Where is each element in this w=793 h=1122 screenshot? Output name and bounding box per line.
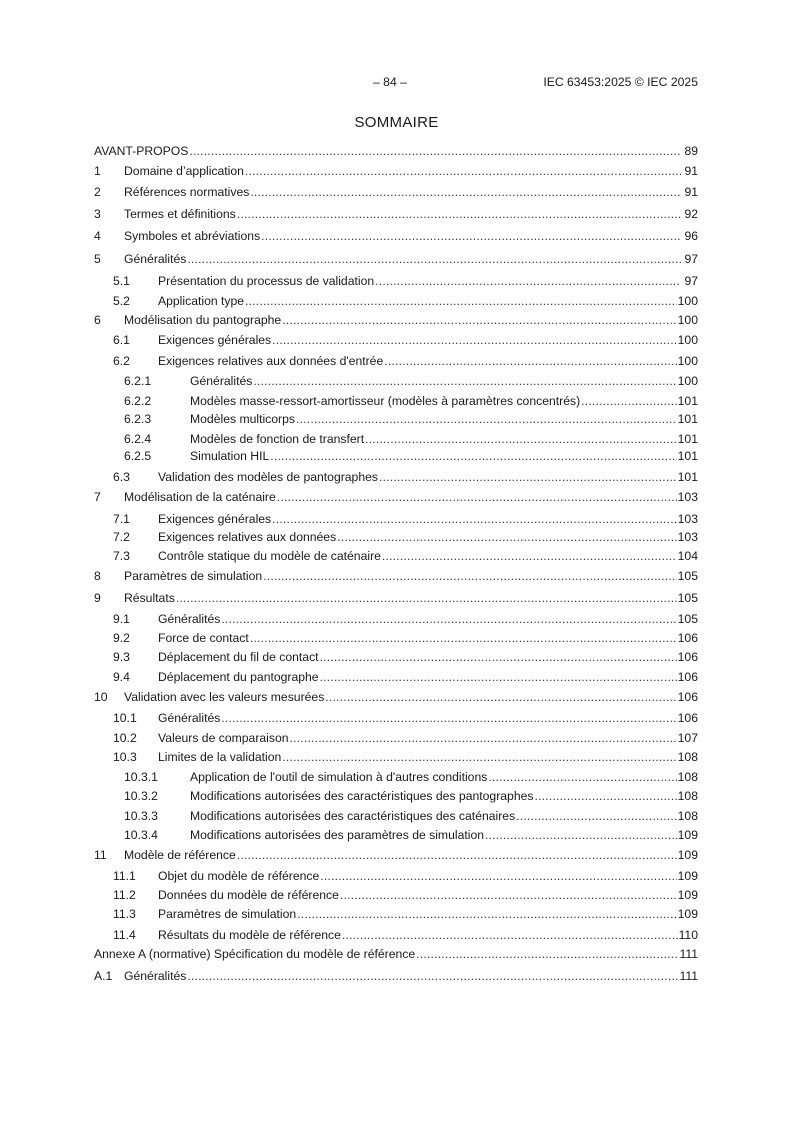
toc-entry-page: 106: [677, 711, 698, 725]
toc-entry-number: 7: [94, 490, 101, 504]
dot-leader: [277, 490, 677, 504]
toc-entry-number: 11.3: [113, 907, 136, 921]
toc-entry-title: Résultats du modèle de référence: [158, 928, 341, 942]
dot-leader: [296, 412, 677, 426]
toc-entry-number: 10.2: [113, 731, 137, 745]
toc-entry-page: 105: [677, 591, 698, 605]
toc-entry-page: 104: [677, 549, 698, 563]
toc-entry-title: Validation avec les valeurs mesurées: [124, 690, 325, 704]
toc-entry[interactable]: [94, 412, 698, 431]
toc-entry[interactable]: [94, 670, 698, 689]
dot-leader: [245, 164, 681, 178]
toc-entry[interactable]: [94, 449, 698, 468]
dot-leader: [320, 650, 677, 664]
toc-entry[interactable]: [94, 394, 698, 413]
toc-entry-number: 11.2: [113, 888, 136, 902]
toc-entry[interactable]: [94, 549, 698, 568]
toc-entry[interactable]: [94, 789, 698, 808]
toc-entry-page: 108: [677, 789, 698, 803]
toc-entry[interactable]: [94, 947, 698, 966]
dot-leader: [237, 848, 677, 862]
toc-entry-title: Domaine d’application: [124, 164, 244, 178]
dot-leader: [221, 711, 676, 725]
toc-entry-page: 101: [677, 470, 698, 484]
toc-entry[interactable]: [94, 274, 698, 293]
toc-entry-title: Généralités: [158, 612, 221, 626]
toc-entry-title: Modèle de référence: [124, 848, 236, 862]
toc-entry[interactable]: [94, 907, 698, 926]
toc-entry-number: 8: [94, 569, 101, 583]
toc-entry-number: 6.2.4: [124, 432, 152, 446]
toc-entry[interactable]: [94, 374, 698, 393]
toc-entry-number: 9.1: [113, 612, 130, 626]
toc-entry[interactable]: [94, 207, 698, 226]
toc-entry-title: Application de l'outil de simulation à d'autres conditions: [190, 770, 488, 784]
dot-leader: [342, 928, 678, 942]
toc-entry-title: Modèles masse-ressort-amortisseur (modèles à paramètres concentrés): [190, 394, 581, 408]
toc-entry-title: Simulation HIL: [190, 449, 270, 463]
toc-entry-number: 6.2.3: [124, 412, 152, 426]
toc-entry[interactable]: [94, 612, 698, 631]
toc-entry-number: 11: [94, 848, 107, 862]
dot-leader: [297, 907, 676, 921]
dot-leader: [176, 591, 677, 605]
toc-entry-number: 4: [94, 229, 101, 243]
toc-entry-page: 97: [684, 274, 698, 288]
toc-entry[interactable]: [94, 569, 698, 588]
dot-leader: [187, 252, 681, 266]
toc-entry-title: Force de contact: [158, 631, 249, 645]
dot-leader: [325, 690, 676, 704]
toc-entry-number: 7.3: [113, 549, 130, 563]
toc-entry-title: Paramètres de simulation: [158, 907, 297, 921]
toc-entry-title: Généralités: [124, 969, 187, 983]
toc-entry-number: 10.1: [113, 711, 137, 725]
toc-entry[interactable]: [94, 333, 698, 352]
toc-entry-page: 89: [684, 144, 698, 158]
dot-leader: [282, 750, 676, 764]
toc-entry-title: Exigences relatives aux données: [158, 530, 337, 544]
dot-leader: [516, 809, 676, 823]
toc-entry-title: Objet du modèle de référence: [158, 869, 320, 883]
dot-leader: [488, 770, 676, 784]
toc-entry-number: 1: [94, 164, 101, 178]
toc-entry[interactable]: [94, 869, 698, 888]
dot-leader: [250, 631, 677, 645]
toc-entry[interactable]: [94, 591, 698, 610]
toc-entry-page: 100: [677, 313, 698, 327]
toc-entry-page: 101: [677, 432, 698, 446]
toc-entry-page: 106: [677, 670, 698, 684]
toc-entry[interactable]: [94, 490, 698, 509]
toc-entry[interactable]: [94, 731, 698, 750]
toc-entry-page: 108: [677, 750, 698, 764]
toc-entry-number: 6.2.1: [124, 374, 152, 388]
toc-entry-number: 5.1: [113, 274, 130, 288]
dot-leader: [485, 828, 677, 842]
toc-entry-page: 105: [677, 612, 698, 626]
toc-entry-title: Limites de la validation: [158, 750, 282, 764]
toc-entry-number: 6.2.5: [124, 449, 152, 463]
toc-entry-title: Exigences relatives aux données d'entrée: [158, 354, 384, 368]
toc-entry[interactable]: [94, 313, 698, 332]
toc-entry-page: 110: [678, 928, 698, 942]
toc-entry-page: 103: [677, 512, 698, 526]
toc-entry[interactable]: [94, 928, 698, 947]
toc-entry-title: Termes et définitions: [124, 207, 236, 221]
toc-entry[interactable]: [94, 470, 698, 489]
toc-entry-page: 109: [677, 848, 698, 862]
toc-entry[interactable]: [94, 144, 698, 163]
page-number: – 84 –: [373, 75, 407, 89]
toc-entry-number: 10.3.4: [124, 828, 158, 842]
toc-entry[interactable]: [94, 229, 698, 248]
toc-entry-number: 5.2: [113, 294, 130, 308]
toc-entry-number: 6.2.2: [124, 394, 152, 408]
dot-leader: [320, 869, 676, 883]
dot-leader: [282, 313, 676, 327]
toc-entry-page: 105: [677, 569, 698, 583]
page-title: SOMMAIRE: [354, 114, 439, 131]
dot-leader: [245, 294, 677, 308]
toc-entry-page: 111: [679, 947, 698, 961]
dot-leader: [337, 530, 676, 544]
toc-entry-page: 103: [677, 490, 698, 504]
toc-entry-title: Présentation du processus de validation: [158, 274, 375, 288]
toc-entry-number: 3: [94, 207, 101, 221]
toc-entry-page: 109: [677, 828, 698, 842]
toc-entry-page: 109: [677, 907, 698, 921]
toc-entry-title: Modèles de fonction de transfert: [190, 432, 365, 446]
dot-leader: [290, 731, 677, 745]
toc-entry-number: 10.3.2: [124, 789, 158, 803]
toc-entry-title: Modifications autorisées des caractéristiques des caténaires: [190, 809, 516, 823]
toc-entry-number: 6.3: [113, 470, 130, 484]
toc-entry-title: Exigences générales: [158, 333, 272, 347]
toc-entry[interactable]: [94, 530, 698, 549]
toc-entry-number: 7.1: [113, 512, 130, 526]
toc-entry-page: 97: [684, 252, 698, 266]
toc-entry[interactable]: [94, 750, 698, 769]
toc-entry-title: Valeurs de comparaison: [158, 731, 289, 745]
toc-entry[interactable]: [94, 770, 698, 789]
toc-entry-number: 2: [94, 185, 101, 199]
toc-entry[interactable]: [94, 969, 698, 988]
dot-leader: [272, 333, 677, 347]
dot-leader: [581, 394, 677, 408]
toc-entry-title: Déplacement du fil de contact: [158, 650, 319, 664]
dot-leader: [272, 512, 677, 526]
toc-entry-number: 9.4: [113, 670, 130, 684]
dot-leader: [384, 354, 676, 368]
toc-entry-page: 101: [677, 394, 698, 408]
toc-entry-title: Contrôle statique du modèle de caténaire: [158, 549, 381, 563]
toc-entry-title: Modifications autorisées des caractéristiques des pantographes: [190, 789, 534, 803]
toc-entry-page: 96: [684, 229, 698, 243]
toc-entry-title: Validation des modèles de pantographes: [158, 470, 378, 484]
document-id: IEC 63453:2025 © IEC 2025: [543, 75, 698, 89]
toc-entry-number: 6: [94, 313, 101, 327]
toc-entry-page: 111: [679, 969, 698, 983]
toc-entry-title: Modélisation du pantographe: [124, 313, 282, 327]
dot-leader: [263, 569, 676, 583]
dot-leader: [379, 470, 677, 484]
toc-entry-title: Modèles multicorps: [190, 412, 295, 426]
toc-entry[interactable]: [94, 809, 698, 828]
toc-entry-number: 10: [94, 690, 108, 704]
dot-leader: [270, 449, 676, 463]
toc-entry-page: 100: [677, 354, 698, 368]
toc-entry-title: Modifications autorisées des paramètres de simulation: [190, 828, 484, 842]
dot-leader: [320, 670, 677, 684]
toc-entry[interactable]: [94, 631, 698, 650]
dot-leader: [382, 549, 677, 563]
toc-entry-number: 7.2: [113, 530, 130, 544]
toc-entry[interactable]: [94, 650, 698, 669]
toc-entry-page: 101: [677, 449, 698, 463]
toc-entry[interactable]: [94, 294, 698, 313]
page-header: [94, 75, 698, 93]
toc-entry-page: 108: [677, 809, 698, 823]
dot-leader: [187, 969, 678, 983]
dot-leader: [250, 185, 681, 199]
toc-entry-page: 101: [677, 412, 698, 426]
toc-entry-title: Généralités: [190, 374, 253, 388]
toc-entry-title: Exigences générales: [158, 512, 272, 526]
toc-entry[interactable]: [94, 185, 698, 204]
toc-entry-number: 10.3: [113, 750, 137, 764]
toc-entry-number: 9.2: [113, 631, 130, 645]
toc-entry-page: 103: [677, 530, 698, 544]
dot-leader: [221, 612, 676, 626]
toc-entry-title: Déplacement du pantographe: [158, 670, 319, 684]
toc-entry-page: 108: [677, 770, 698, 784]
toc-entry-title: Données du modèle de référence: [158, 888, 339, 902]
toc-entry[interactable]: [94, 164, 698, 183]
toc-entry[interactable]: [94, 354, 698, 373]
toc-entry-page: 109: [677, 888, 698, 902]
toc-entry[interactable]: [94, 252, 698, 271]
toc-entry-page: 107: [677, 731, 698, 745]
toc-entry-number: 11.1: [113, 869, 136, 883]
toc-entry-title: Résultats: [124, 591, 175, 605]
toc-entry-title: Généralités: [158, 711, 221, 725]
toc-entry-page: 100: [677, 374, 698, 388]
toc-entry[interactable]: [94, 848, 698, 867]
toc-entry-number: 9.3: [113, 650, 130, 664]
toc-entry-number: 5: [94, 252, 101, 266]
toc-entry[interactable]: [94, 711, 698, 730]
toc-entry-number: 6.2: [113, 354, 130, 368]
toc-entry-title: Annexe A (normative) Spécification du modèle de référence: [94, 947, 416, 961]
dot-leader: [253, 374, 676, 388]
dot-leader: [189, 144, 681, 158]
dot-leader: [416, 947, 678, 961]
toc-entry-number: 6.1: [113, 333, 130, 347]
toc-entry-page: 109: [677, 869, 698, 883]
toc-entry-title: Modélisation de la caténaire: [124, 490, 276, 504]
toc-entry-number: 10.3.3: [124, 809, 158, 823]
dot-leader: [365, 432, 677, 446]
toc-entry-title: Symboles et abréviations: [124, 229, 261, 243]
toc-entry[interactable]: [94, 512, 698, 531]
toc-entry-page: 100: [677, 333, 698, 347]
dot-leader: [261, 229, 681, 243]
toc-entry-page: 106: [677, 690, 698, 704]
toc-entry-page: 106: [677, 650, 698, 664]
toc-entry-title: Application type: [158, 294, 245, 308]
dot-leader: [375, 274, 681, 288]
toc-entry-page: 106: [677, 631, 698, 645]
toc-entry-title: Généralités: [124, 252, 187, 266]
dot-leader: [340, 888, 677, 902]
toc-entry-number: 10.3.1: [124, 770, 158, 784]
toc-entry[interactable]: [94, 888, 698, 907]
toc-entry-title: Paramètres de simulation: [124, 569, 263, 583]
toc-entry-page: 91: [684, 164, 698, 178]
toc-entry-number: 11.4: [113, 928, 136, 942]
toc-entry-title: AVANT-PROPOS: [94, 144, 189, 158]
toc-entry[interactable]: [94, 828, 698, 847]
dot-leader: [237, 207, 681, 221]
toc-entry-page: 92: [684, 207, 698, 221]
toc-entry-number: A.1: [94, 969, 113, 983]
toc-entry-page: 100: [677, 294, 698, 308]
toc-entry-page: 91: [684, 185, 698, 199]
dot-leader: [534, 789, 676, 803]
toc-entry-title: Références normatives: [124, 185, 250, 199]
toc-entry[interactable]: [94, 690, 698, 709]
toc-entry-number: 9: [94, 591, 101, 605]
